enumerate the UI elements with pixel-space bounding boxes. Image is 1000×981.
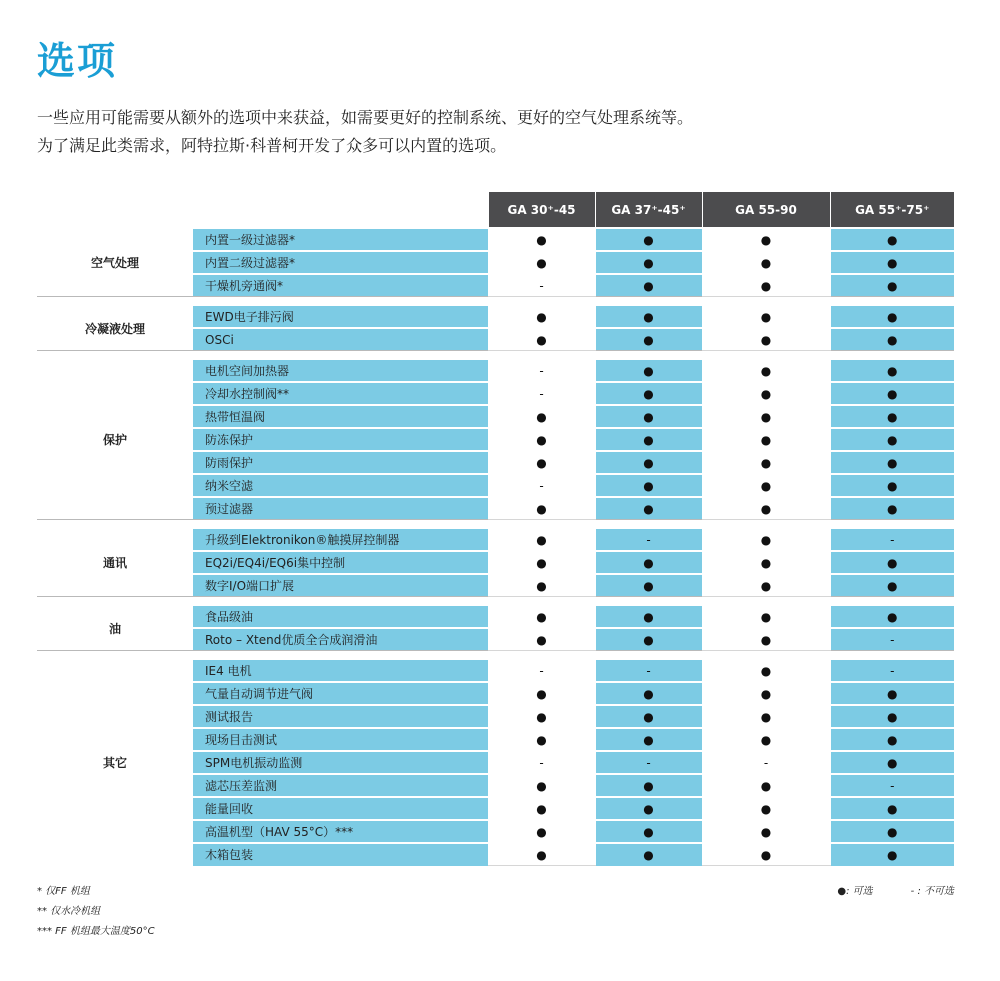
availability-cell: ● [830,682,954,705]
page-title: 选项 [37,39,118,83]
availability-cell: ● [830,274,954,297]
footnote: ** 仅水冷机组 [37,906,101,917]
options-table [37,192,954,866]
header-corner [37,192,488,228]
option-label: 测试报告 [193,705,488,728]
category-label: 冷凝液处理 [37,305,193,351]
availability-cell: ● [595,728,702,751]
option-label: 纳米空滤 [193,474,488,497]
option-label: EQ2i/EQ4i/EQ6i集中控制 [193,551,488,574]
availability-cell: ● [830,797,954,820]
legend [837,882,954,897]
availability-cell: ● [488,774,595,797]
availability-cell: - [488,474,595,497]
availability-cell: ● [488,705,595,728]
availability-cell: ● [830,497,954,520]
model-header: GA 55⁺-75⁺ [830,192,954,228]
availability-cell: ● [595,797,702,820]
availability-cell: - [488,359,595,382]
availability-cell: ● [702,382,830,405]
availability-cell: ● [702,228,830,251]
table-row [37,359,954,382]
availability-cell: ● [488,428,595,451]
availability-cell: ● [595,428,702,451]
availability-cell: ● [702,274,830,297]
availability-cell: ● [830,551,954,574]
availability-cell: ● [595,605,702,628]
availability-cell: ● [595,705,702,728]
availability-cell: ● [702,843,830,866]
availability-cell: ● [488,305,595,328]
availability-cell: - [595,751,702,774]
availability-cell: ● [830,305,954,328]
legend-not-available: - : 不可选 [910,886,954,897]
option-label: 现场目击测试 [193,728,488,751]
availability-cell: ● [702,705,830,728]
availability-cell: ● [595,228,702,251]
intro-line-2: 为了满足此类需求，阿特拉斯·科普柯开发了众多可以内置的选项。 [37,136,507,155]
option-label: 热带恒温阀 [193,405,488,428]
option-label: 数字I/O端口扩展 [193,574,488,597]
availability-cell: ● [488,605,595,628]
availability-cell: ● [702,551,830,574]
availability-cell: ● [595,382,702,405]
category-divider [37,520,954,529]
option-label: 木箱包装 [193,843,488,866]
table-row [37,659,954,682]
availability-cell: - [830,659,954,682]
category-label: 保护 [37,359,193,520]
availability-cell: ● [595,359,702,382]
availability-cell: ● [595,551,702,574]
options-table-body [37,228,954,866]
category-label: 其它 [37,659,193,866]
availability-cell: ● [488,843,595,866]
availability-cell: ● [830,451,954,474]
availability-cell: ● [488,328,595,351]
legend-optional: ●: 可选 [837,886,873,897]
availability-cell: ● [595,405,702,428]
availability-cell: ● [830,382,954,405]
option-label: 防冻保护 [193,428,488,451]
availability-cell: ● [595,305,702,328]
option-label: 食品级油 [193,605,488,628]
availability-cell: ● [830,251,954,274]
divider-line [37,520,954,529]
availability-cell: ● [702,305,830,328]
availability-cell: - [830,774,954,797]
availability-cell: ● [702,628,830,651]
option-label: OSCi [193,328,488,351]
availability-cell: ● [595,820,702,843]
availability-cell: ● [830,359,954,382]
option-label: 电机空间加热器 [193,359,488,382]
availability-cell: ● [702,605,830,628]
availability-cell: - [488,659,595,682]
availability-cell: ● [702,451,830,474]
option-label: 防雨保护 [193,451,488,474]
availability-cell: ● [702,428,830,451]
option-label: 冷却水控制阀** [193,382,488,405]
availability-cell: ● [702,328,830,351]
availability-cell: ● [702,797,830,820]
table-row [37,605,954,628]
table-row [37,305,954,328]
availability-cell: ● [830,728,954,751]
availability-cell: ● [488,451,595,474]
availability-cell: ● [702,474,830,497]
table-row [37,228,954,251]
availability-cell: ● [595,497,702,520]
option-label: 滤芯压差监测 [193,774,488,797]
availability-cell: ● [830,228,954,251]
option-label: 内置二级过滤器* [193,251,488,274]
divider-line [37,351,954,360]
availability-cell: ● [488,728,595,751]
intro-text [37,104,693,160]
availability-cell: ● [595,251,702,274]
category-divider [37,297,954,306]
divider-line [37,297,954,306]
availability-cell: ● [702,728,830,751]
availability-cell: ● [488,682,595,705]
option-label: 能量回收 [193,797,488,820]
option-label: 高温机型（HAV 55°C）*** [193,820,488,843]
availability-cell: ● [830,474,954,497]
availability-cell: ● [702,820,830,843]
availability-cell: - [595,659,702,682]
footnotes [37,882,155,942]
availability-cell: ● [702,528,830,551]
availability-cell: ● [830,751,954,774]
availability-cell: - [702,751,830,774]
category-label: 空气处理 [37,228,193,297]
option-label: 预过滤器 [193,497,488,520]
model-header: GA 37⁺-45⁺ [595,192,702,228]
divider-line [37,651,954,660]
availability-cell: ● [830,328,954,351]
model-header: GA 55-90 [702,192,830,228]
availability-cell: ● [595,451,702,474]
availability-cell: ● [830,428,954,451]
option-label: Roto – Xtend优质全合成润滑油 [193,628,488,651]
availability-cell: ● [488,228,595,251]
availability-cell: ● [830,605,954,628]
availability-cell: - [595,528,702,551]
availability-cell: ● [702,497,830,520]
availability-cell: ● [595,274,702,297]
footnote: * 仅FF 机组 [37,886,90,897]
option-label: 升级到Elektronikon®触摸屏控制器 [193,528,488,551]
availability-cell: - [488,751,595,774]
availability-cell: ● [488,820,595,843]
availability-cell: ● [702,405,830,428]
availability-cell: ● [488,251,595,274]
option-label: 气量自动调节进气阀 [193,682,488,705]
model-header-row [37,192,954,228]
category-divider [37,651,954,660]
availability-cell: ● [488,574,595,597]
category-label: 通讯 [37,528,193,597]
option-label: SPM电机振动监测 [193,751,488,774]
availability-cell: ● [702,774,830,797]
availability-cell: - [830,528,954,551]
availability-cell: ● [488,628,595,651]
availability-cell: ● [595,682,702,705]
category-divider [37,351,954,360]
availability-cell: ● [595,574,702,597]
option-label: EWD电子排污阀 [193,305,488,328]
availability-cell: - [488,274,595,297]
availability-cell: ● [830,820,954,843]
intro-line-1: 一些应用可能需要从额外的选项中来获益，如需要更好的控制系统、更好的空气处理系统等。 [37,108,694,127]
availability-cell: ● [830,843,954,866]
category-divider [37,597,954,606]
availability-cell: ● [702,574,830,597]
availability-cell: ● [488,528,595,551]
option-label: 干燥机旁通阀* [193,274,488,297]
category-label: 油 [37,605,193,651]
option-label: 内置一级过滤器* [193,228,488,251]
availability-cell: ● [595,843,702,866]
availability-cell: ● [595,328,702,351]
divider-line [37,597,954,606]
availability-cell: ● [595,628,702,651]
availability-cell: ● [702,359,830,382]
availability-cell: ● [488,551,595,574]
availability-cell: ● [595,774,702,797]
availability-cell: ● [595,474,702,497]
footnote: *** FF 机组最大温度50°C [37,926,155,937]
table-row [37,528,954,551]
availability-cell: - [830,628,954,651]
availability-cell: ● [830,574,954,597]
availability-cell: ● [488,797,595,820]
model-header: GA 30⁺-45 [488,192,595,228]
availability-cell: ● [488,405,595,428]
availability-cell: ● [702,659,830,682]
availability-cell: ● [830,705,954,728]
availability-cell: ● [830,405,954,428]
option-label: IE4 电机 [193,659,488,682]
availability-cell: ● [702,682,830,705]
availability-cell: ● [702,251,830,274]
availability-cell: - [488,382,595,405]
availability-cell: ● [488,497,595,520]
